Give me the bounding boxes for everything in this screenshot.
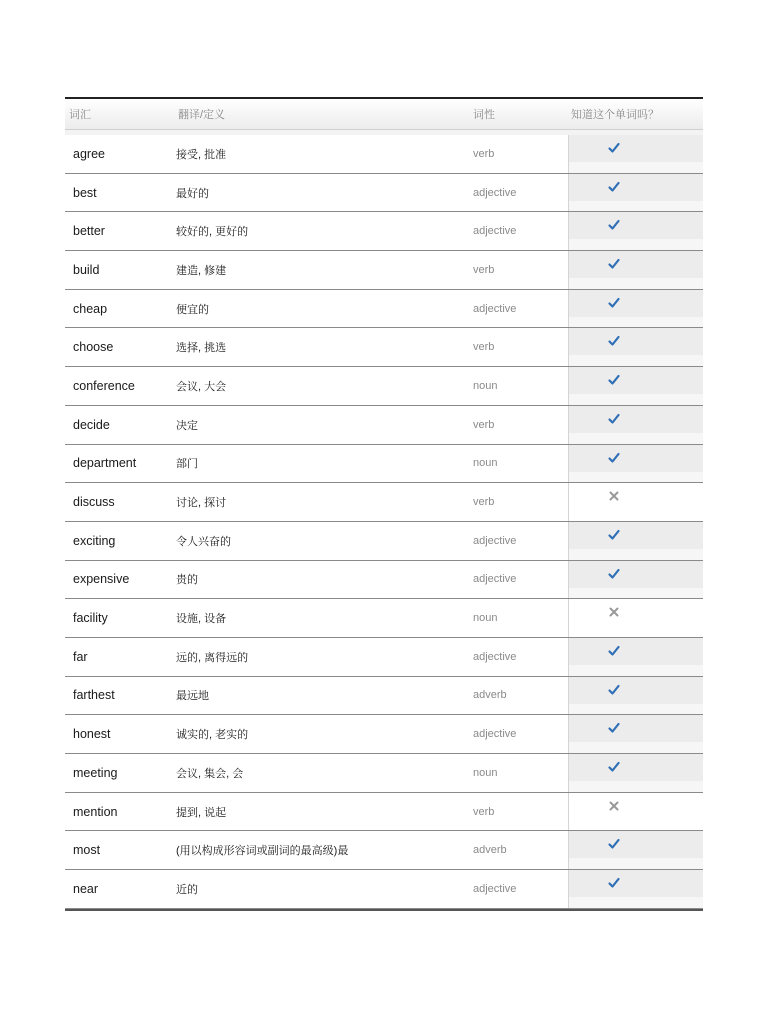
definition-cell: 最远地 — [176, 690, 209, 703]
part-of-speech-cell: adjective — [473, 728, 517, 741]
part-of-speech-cell: noun — [473, 612, 498, 625]
check-icon — [607, 373, 621, 387]
header-known: 知道这个单词吗？ — [571, 109, 659, 121]
part-of-speech-cell: adjective — [473, 302, 517, 315]
cross-icon — [607, 799, 621, 813]
part-of-speech-cell: verb — [473, 341, 495, 354]
definition-cell: 设施, 设备 — [176, 613, 227, 626]
definition-cell: 提到, 说起 — [176, 806, 227, 819]
header-definition: 翻译/定义 — [178, 109, 226, 121]
word-cell: choose — [73, 340, 114, 355]
known-toggle[interactable] — [568, 638, 703, 676]
word-cell: mention — [73, 804, 118, 819]
table-row — [65, 290, 703, 329]
part-of-speech-cell: verb — [473, 147, 495, 160]
part-of-speech-cell: adverb — [473, 689, 507, 702]
definition-cell: (用以构成形容词或副词的最高级)最 — [176, 845, 349, 858]
table-row — [65, 483, 703, 522]
word-cell: far — [73, 649, 88, 664]
definition-cell: 较好的, 更好的 — [176, 226, 249, 239]
known-toggle[interactable] — [568, 677, 703, 715]
known-toggle[interactable] — [568, 754, 703, 792]
table-row — [65, 561, 703, 600]
known-toggle[interactable] — [568, 328, 703, 366]
check-icon — [607, 257, 621, 271]
part-of-speech-cell: verb — [473, 805, 495, 818]
table-row — [65, 328, 703, 367]
part-of-speech-cell: adjective — [473, 225, 517, 238]
definition-cell: 诚实的, 老实的 — [176, 729, 249, 742]
definition-cell: 接受, 批准 — [176, 148, 227, 161]
check-icon — [607, 528, 621, 542]
table-header — [65, 99, 703, 130]
word-cell: most — [73, 843, 101, 858]
known-toggle[interactable] — [568, 561, 703, 599]
part-of-speech-cell: verb — [473, 263, 495, 276]
definition-cell: 贵的 — [176, 574, 198, 587]
check-icon — [607, 334, 621, 348]
table-row — [65, 135, 703, 174]
part-of-speech-cell: adjective — [473, 573, 517, 586]
part-of-speech-cell: noun — [473, 379, 498, 392]
word-cell: best — [73, 185, 97, 200]
cross-icon — [607, 489, 621, 503]
table-row — [65, 870, 703, 909]
vocabulary-table — [65, 97, 703, 911]
word-cell: conference — [73, 378, 135, 393]
known-toggle[interactable] — [568, 522, 703, 560]
check-icon — [607, 296, 621, 310]
word-cell: discuss — [73, 495, 115, 510]
part-of-speech-cell: adjective — [473, 186, 517, 199]
header-part-of-speech: 词性 — [473, 109, 495, 121]
part-of-speech-cell: noun — [473, 766, 498, 779]
check-icon — [607, 141, 621, 155]
header-word: 词汇 — [69, 109, 91, 121]
known-toggle[interactable] — [568, 290, 703, 328]
word-cell: honest — [73, 727, 111, 742]
definition-cell: 远的, 离得远的 — [176, 651, 249, 664]
table-row — [65, 638, 703, 677]
definition-cell: 选择, 挑选 — [176, 342, 227, 355]
table-row — [65, 406, 703, 445]
check-icon — [607, 451, 621, 465]
part-of-speech-cell: verb — [473, 418, 495, 431]
definition-cell: 部门 — [176, 458, 198, 471]
check-icon — [607, 218, 621, 232]
known-toggle[interactable] — [568, 212, 703, 250]
check-icon — [607, 644, 621, 658]
word-cell: meeting — [73, 765, 118, 780]
table-row — [65, 174, 703, 213]
table-row — [65, 715, 703, 754]
table-row — [65, 793, 703, 832]
known-toggle[interactable] — [568, 251, 703, 289]
table-row — [65, 445, 703, 484]
definition-cell: 会议, 大会 — [176, 380, 227, 393]
word-cell: expensive — [73, 572, 130, 587]
word-cell: better — [73, 224, 105, 239]
definition-cell: 决定 — [176, 419, 198, 432]
word-cell: exciting — [73, 533, 116, 548]
word-cell: farthest — [73, 688, 115, 703]
word-cell: decide — [73, 417, 110, 432]
part-of-speech-cell: adverb — [473, 844, 507, 857]
definition-cell: 近的 — [176, 883, 198, 896]
table-row — [65, 831, 703, 870]
definition-cell: 最好的 — [176, 187, 209, 200]
known-toggle[interactable] — [568, 174, 703, 212]
known-toggle[interactable] — [568, 135, 703, 173]
table-row — [65, 677, 703, 716]
word-cell: build — [73, 262, 100, 277]
cross-icon — [607, 605, 621, 619]
check-icon — [607, 567, 621, 581]
check-icon — [607, 721, 621, 735]
check-icon — [607, 412, 621, 426]
known-toggle[interactable] — [568, 599, 703, 637]
check-icon — [607, 683, 621, 697]
check-icon — [607, 760, 621, 774]
check-icon — [607, 837, 621, 851]
table-body — [65, 135, 703, 909]
table-row — [65, 522, 703, 561]
part-of-speech-cell: verb — [473, 496, 495, 509]
known-toggle[interactable] — [568, 715, 703, 753]
table-row — [65, 251, 703, 290]
definition-cell: 会议, 集会, 会 — [176, 767, 244, 780]
part-of-speech-cell: adjective — [473, 882, 517, 895]
definition-cell: 讨论, 探讨 — [176, 497, 227, 510]
check-icon — [607, 180, 621, 194]
known-toggle[interactable] — [568, 406, 703, 444]
known-toggle[interactable] — [568, 870, 703, 908]
known-toggle[interactable] — [568, 793, 703, 831]
known-toggle[interactable] — [568, 367, 703, 405]
part-of-speech-cell: noun — [473, 457, 498, 470]
known-toggle[interactable] — [568, 831, 703, 869]
table-row — [65, 599, 703, 638]
word-cell: agree — [73, 146, 105, 161]
word-cell: facility — [73, 611, 108, 626]
table-row — [65, 212, 703, 251]
word-cell: near — [73, 881, 99, 896]
definition-cell: 便宜的 — [176, 303, 209, 316]
definition-cell: 令人兴奋的 — [176, 535, 231, 548]
word-cell: cheap — [73, 301, 108, 316]
part-of-speech-cell: adjective — [473, 650, 517, 663]
table-row — [65, 754, 703, 793]
check-icon — [607, 876, 621, 890]
word-cell: department — [73, 456, 137, 471]
definition-cell: 建造, 修建 — [176, 264, 227, 277]
part-of-speech-cell: adjective — [473, 534, 517, 547]
known-toggle[interactable] — [568, 483, 703, 521]
known-toggle[interactable] — [568, 445, 703, 483]
table-row — [65, 367, 703, 406]
